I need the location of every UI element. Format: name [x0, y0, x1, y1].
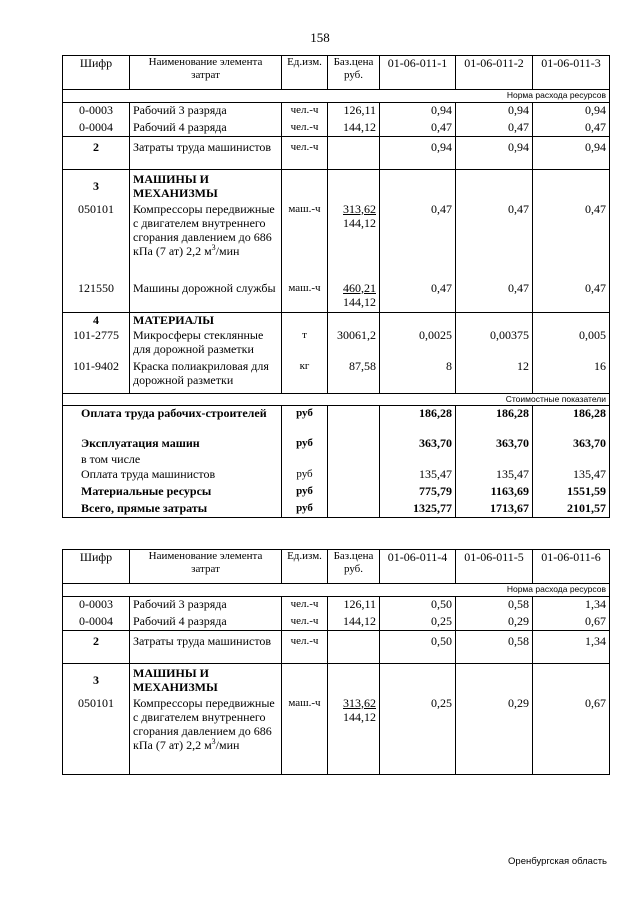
cost-unit: руб: [282, 501, 328, 518]
section-title: МАШИНЫ И МЕХАНИЗМЫ: [130, 664, 282, 696]
row-name: Компрессоры передвижные с двигателем внутреннего сгорания давлением до 686 кПа (7 ат) 2,2 $м^3$/мин: [130, 696, 282, 775]
row-unit: маш.-ч: [282, 696, 328, 775]
table-row: [63, 631, 610, 664]
cost-unit: руб: [282, 484, 328, 501]
cost-row: [63, 467, 610, 484]
section-title: МАТЕРИАЛЫ: [130, 313, 282, 328]
section-code: 4: [63, 313, 130, 328]
cost-value: 775,79: [380, 484, 456, 501]
row-code: 101-2775: [63, 328, 130, 359]
header-col-2: 01-06-011-2: [456, 56, 533, 90]
cost-unit: руб: [282, 467, 328, 484]
cost-name: в том числе: [63, 452, 282, 467]
row-name: Рабочий 3 разряда: [130, 103, 282, 120]
row-code: 0-0003: [63, 103, 130, 120]
row-code: 050101: [63, 202, 130, 281]
row-value: 0,47: [533, 120, 610, 137]
row-value: 0,25: [380, 696, 456, 775]
table-row: [63, 328, 610, 359]
header-col-5: 01-06-011-5: [456, 550, 533, 584]
row-price: 126,11: [328, 597, 380, 614]
row-value: 0,94: [380, 137, 456, 170]
section-row: [63, 170, 610, 202]
table-row: [63, 614, 610, 631]
header-col-4: 01-06-011-4: [380, 550, 456, 584]
table-row: [63, 281, 610, 313]
row-price: 313,62 144,12: [328, 696, 380, 775]
norm-label: Норма расхода ресурсов: [63, 584, 610, 597]
estimate-table-1: [62, 55, 610, 518]
cost-unit: руб: [282, 436, 328, 452]
region-footer: Оренбургская область: [508, 856, 607, 867]
header-name: Наименование элемента затрат: [130, 56, 282, 90]
row-value: 0,67: [533, 696, 610, 775]
cost-name: Материальные ресурсы: [63, 484, 282, 501]
section-row: [63, 664, 610, 696]
cost-value: 363,70: [380, 436, 456, 452]
cost-value: 1163,69: [456, 484, 533, 501]
row-code: 050101: [63, 696, 130, 775]
cost-name: Эксплуатация машин: [63, 436, 282, 452]
row-name: Краска полиакриловая для дорожной разметки: [130, 359, 282, 394]
header-col-6: 01-06-011-6: [533, 550, 610, 584]
row-value: 0,25: [380, 614, 456, 631]
row-value: 0,94: [533, 103, 610, 120]
row-value: 0,47: [380, 120, 456, 137]
cost-value: 1551,59: [533, 484, 610, 501]
header-price: Баз.цена руб.: [328, 56, 380, 90]
row-name: Затраты труда машинистов: [130, 137, 282, 170]
row-name: Рабочий 3 разряда: [130, 597, 282, 614]
row-value: 0,005: [533, 328, 610, 359]
row-value: 0,94: [380, 103, 456, 120]
row-name: Рабочий 4 разряда: [130, 614, 282, 631]
header-col-3: 01-06-011-3: [533, 56, 610, 90]
row-price: 313,62 144,12: [328, 202, 380, 281]
row-value: 12: [456, 359, 533, 394]
row-price: 460,21 144,12: [328, 281, 380, 313]
row-unit: чел.-ч: [282, 120, 328, 137]
row-code: 2: [63, 631, 130, 664]
cost-value: 186,28: [456, 406, 533, 436]
row-value: 1,34: [533, 631, 610, 664]
table-row: [63, 137, 610, 170]
row-unit: чел.-ч: [282, 137, 328, 170]
cost-label: Стоимостные показатели: [63, 394, 610, 406]
page-number: 158: [310, 30, 330, 45]
row-unit: чел.-ч: [282, 614, 328, 631]
cost-value: 1713,67: [456, 501, 533, 518]
cost-value: 1325,77: [380, 501, 456, 518]
row-code: 101-9402: [63, 359, 130, 394]
cost-row: [63, 452, 610, 467]
row-code: 0-0003: [63, 597, 130, 614]
row-value: 0,47: [380, 202, 456, 281]
cost-row: [63, 436, 610, 452]
row-code: 121550: [63, 281, 130, 313]
row-value: 0,58: [456, 597, 533, 614]
cost-value: 135,47: [533, 467, 610, 484]
row-value: 8: [380, 359, 456, 394]
row-value: 0,94: [456, 137, 533, 170]
table-row: [63, 696, 610, 775]
cost-name: Всего, прямые затраты: [63, 501, 282, 518]
row-value: 0,47: [380, 281, 456, 313]
cost-unit: руб: [282, 406, 328, 436]
header-col-1: 01-06-011-1: [380, 56, 456, 90]
cost-value: 135,47: [380, 467, 456, 484]
row-price: 30061,2: [328, 328, 380, 359]
header-code: Шифр: [63, 550, 130, 584]
cost-value: 363,70: [533, 436, 610, 452]
row-name: Машины дорожной службы: [130, 281, 282, 313]
row-value: 0,29: [456, 614, 533, 631]
row-value: 0,47: [533, 281, 610, 313]
row-value: 0,50: [380, 631, 456, 664]
section-title: МАШИНЫ И МЕХАНИЗМЫ: [130, 170, 282, 202]
table-row: [63, 597, 610, 614]
cost-name: Оплата труда рабочих-строителей: [63, 406, 282, 436]
row-price: 87,58: [328, 359, 380, 394]
row-unit: маш.-ч: [282, 281, 328, 313]
row-value: 0,47: [456, 202, 533, 281]
table-row: [63, 103, 610, 120]
section-code: 3: [63, 664, 130, 696]
table-row: [63, 120, 610, 137]
row-price: 126,11: [328, 103, 380, 120]
row-name: Рабочий 4 разряда: [130, 120, 282, 137]
header-unit: Ед.изм.: [282, 550, 328, 584]
section-row: [63, 313, 610, 328]
row-unit: чел.-ч: [282, 103, 328, 120]
cost-row: [63, 484, 610, 501]
row-value: 1,34: [533, 597, 610, 614]
row-name: Микросферы стеклянные для дорожной разметки: [130, 328, 282, 359]
row-value: 0,29: [456, 696, 533, 775]
row-value: 0,94: [533, 137, 610, 170]
table-row: [63, 359, 610, 394]
cost-value: 186,28: [380, 406, 456, 436]
row-value: 0,58: [456, 631, 533, 664]
row-unit: маш.-ч: [282, 202, 328, 281]
header-code: Шифр: [63, 56, 130, 90]
row-code: 0-0004: [63, 120, 130, 137]
row-name: Затраты труда машинистов: [130, 631, 282, 664]
estimate-table-2: [62, 549, 610, 775]
cost-value: 135,47: [456, 467, 533, 484]
row-value: 0,00375: [456, 328, 533, 359]
cost-value: 2101,57: [533, 501, 610, 518]
row-code: 0-0004: [63, 614, 130, 631]
row-value: 0,0025: [380, 328, 456, 359]
header-price: Баз.цена руб.: [328, 550, 380, 584]
row-price: 144,12: [328, 614, 380, 631]
row-value: 16: [533, 359, 610, 394]
cost-row: [63, 501, 610, 518]
row-value: 0,67: [533, 614, 610, 631]
row-value: 0,47: [533, 202, 610, 281]
row-unit: т: [282, 328, 328, 359]
section-code: 3: [63, 170, 130, 202]
row-unit: кг: [282, 359, 328, 394]
row-code: 2: [63, 137, 130, 170]
cost-row: [63, 406, 610, 436]
row-name: Компрессоры передвижные с двигателем внутреннего сгорания давлением до 686 кПа (7 ат) 2,2 $м^3$/мин: [130, 202, 282, 281]
row-price: 144,12: [328, 120, 380, 137]
norm-label: Норма расхода ресурсов: [63, 90, 610, 103]
row-unit: чел.-ч: [282, 631, 328, 664]
header-name: Наименование элемента затрат: [130, 550, 282, 584]
cost-value: 186,28: [533, 406, 610, 436]
cost-value: 363,70: [456, 436, 533, 452]
row-value: 0,47: [456, 120, 533, 137]
row-value: 0,47: [456, 281, 533, 313]
row-unit: чел.-ч: [282, 597, 328, 614]
row-value: 0,94: [456, 103, 533, 120]
row-value: 0,50: [380, 597, 456, 614]
table-row: [63, 202, 610, 281]
cost-name: Оплата труда машинистов: [63, 467, 282, 484]
header-unit: Ед.изм.: [282, 56, 328, 90]
